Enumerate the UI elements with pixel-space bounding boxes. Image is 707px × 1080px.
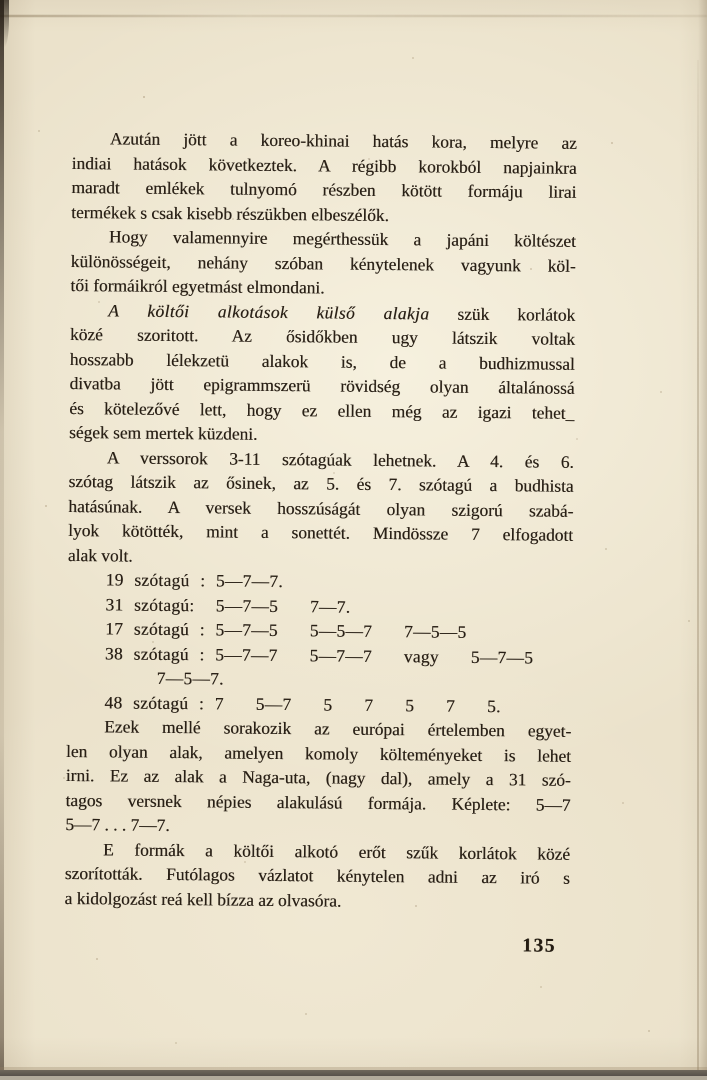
scheme-row: 17 szótagú : 5—7—5 5—5—7 7—5—5 [105,618,467,642]
text-line: tői formáikról egyetmást elmondani. [70,274,325,298]
text-line: Hogy valamennyire megérthessük a japáni költészet [108,226,577,251]
text-span: szük korlátok [429,302,576,325]
text-line: szótag látszik az ősinek, az 5. és 7. szótagú a budhista [68,470,574,496]
paragraph [71,126,577,229]
italic-phrase: A költői alkotások külső alakja [108,299,430,323]
right-edge-shadow-line [697,60,699,1080]
text-line: alak volt. [67,544,133,566]
text-line: szorították. Futólagos vázlatot kénytelen adni az iró s [64,862,570,888]
text-line: A verssorok 3-11 szótagúak lehetnek. A 4. és 6. [106,446,574,472]
left-page-edge [0,0,4,1080]
text-line: hosszabb lélekzetü alakok is, de a budhizmussal [69,348,575,374]
text-line: Ezek mellé sorakozik az európai értelemben egyet- [104,716,572,741]
text-line: indiai hatások következtek. A régibb korokból napjainkra [71,152,577,178]
paper-crease [0,15,707,17]
text-line: Azután jött a koreo-khinai hatás kora, melyre az [109,128,577,153]
scheme-row-continuation: 7—5—7. [156,667,224,689]
paragraph [69,297,575,449]
text-line: maradt emlékek tulnyomó részben kötött formáju lirai [71,176,577,202]
text-line: közé szoritott. Az ősidőkben ugy látszik voltak [69,323,576,349]
scheme-row: 31 szótagú: 5—7—5 7—7. [105,593,351,617]
page-number: 135 [522,935,556,957]
text-line: divatba jött epigrammszerü rövidség olyan általánossá [69,372,575,398]
text-line: E formák a költői alkotó erőt szűk korlátok közé [102,838,571,864]
text-line: tagos versnek népies alakulású formája. Képlete: 5—7 [65,789,571,815]
text-line: len olyan alak, amelyen komoly költeményeket is lehet [65,740,572,766]
scan-background-strip [0,1076,707,1080]
left-edge-dark-mark [0,0,9,48]
paragraph [70,224,576,302]
text-line: és kötelezővé lett, hogy ez ellen még az igazi tehet_ [69,397,575,423]
text-line: termékek s csak kisebb részükben elbeszélők. [71,201,390,225]
paragraph [64,836,570,914]
text-line: a kidolgozást reá kell bízza az olvasóra. [64,887,342,911]
text-line: 5—7 . . . 7—7. [65,813,170,835]
text-line: ségek sem mertek küzdeni. [68,421,258,444]
text-block [64,126,577,957]
text-line: lyok kötötték, mint a sonettét. Mindössze 7 elfogadott [68,519,574,545]
scheme-row: 48 szótagú : 7 5—7 5 7 5 7 5. [104,691,501,716]
scheme-row: 19 szótagú : 5—7—7. [105,569,284,592]
syllable-scheme [66,567,572,719]
text-line: különösségeit, nehány szóban kénytelenek vagyunk köl- [70,250,576,276]
text-line: hatásúnak. A versek hosszúságát olyan szigorú szabá- [68,495,574,521]
scheme-row: 38 szótagú : 5—7—7 5—7—7 vagy 5—7—5 [104,642,534,667]
paragraph [65,714,571,841]
paragraph [68,444,574,571]
text-line: irni. Ez az alak a Naga-uta, (nagy dal), amely a 31 szó- [65,764,571,790]
right-page-edge [698,0,707,1080]
